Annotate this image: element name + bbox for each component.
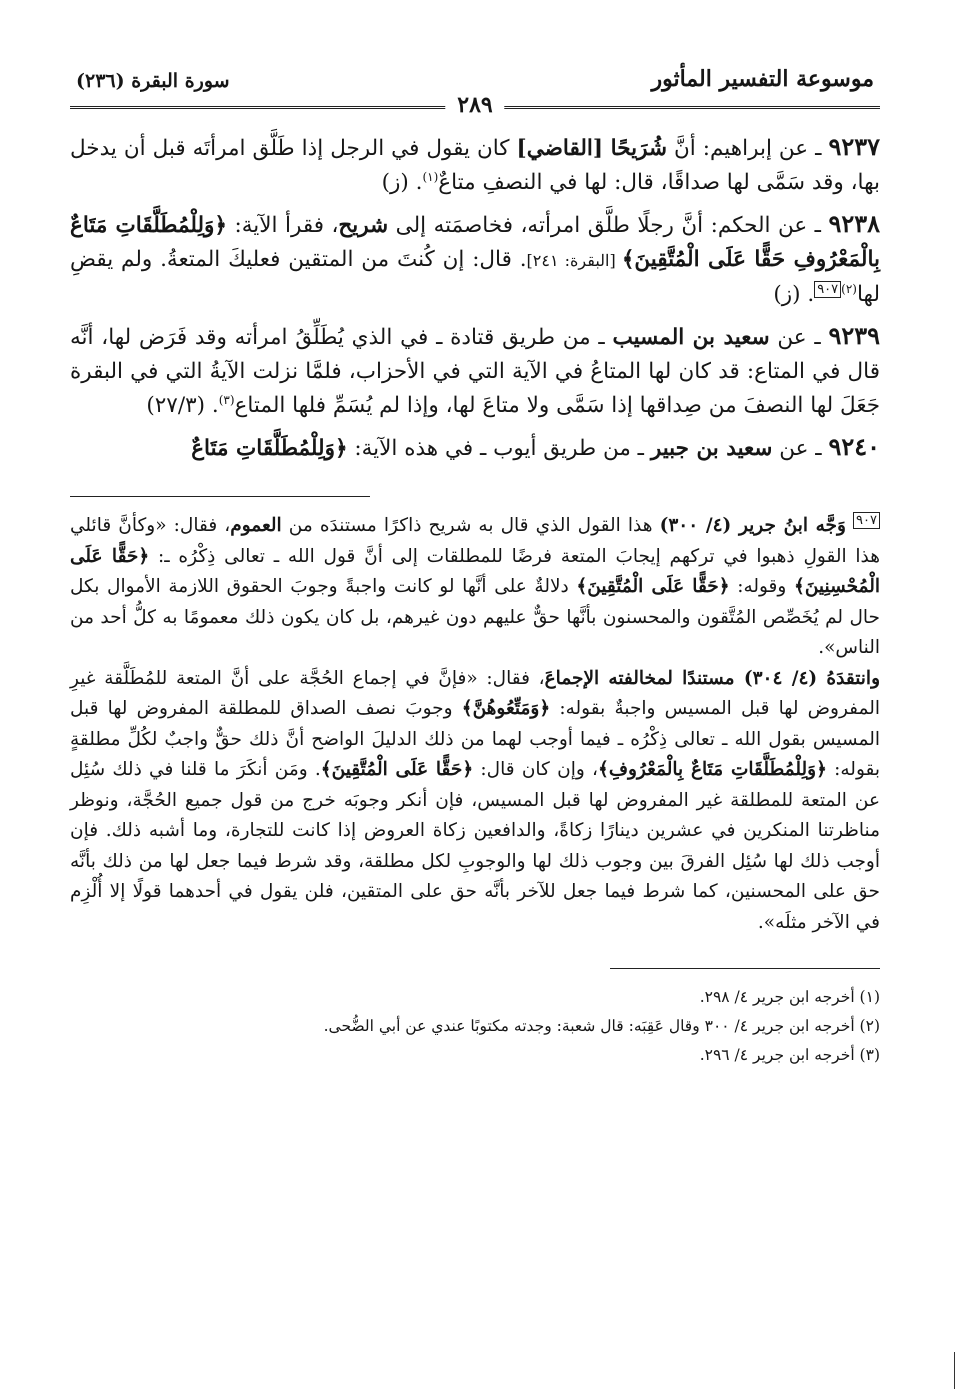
running-header (70, 52, 880, 92)
quran-verse: ﴿حَقًّا عَلَى الْمُتَّقِينَ﴾ (320, 759, 474, 780)
narrator-name: سعيد بن المسيب (612, 325, 770, 350)
footnote-marker[interactable]: (٢) (841, 281, 857, 296)
entry-9238: ٩٢٣٨ ـ عن الحكم: أنَّ رجلًا طلَّق امرأته، فخاصمَته إلى شريح، فقرأ الآية: ﴿وَلِلْمُطَلَّقَاتِ مَتَاعٌ بِالْمَعْرُوفِ حَقًّا عَلَى الْمُتَّقِينَ﴾ [البقرة: ٢٤١]. قال: إن كُنتَ من المتقين فعليكَ المتعةُ. ولم يقضِ لها$^{(٢)}$٩٠٧. (ز) (70, 209, 881, 307)
footnotes-divider (610, 968, 880, 969)
entry-number: ٩٢٣٧ (828, 132, 880, 161)
verse-source: [البقرة: ٢٤١] (526, 251, 622, 270)
surah-label: سورة البقرة (٢٣٦) (76, 70, 230, 92)
entry-number: ٩٢٤٠ (828, 432, 880, 461)
footnote-marker[interactable]: (١) (422, 169, 439, 184)
narrator-name: شريح (338, 213, 389, 238)
entry-number: ٩٢٣٨ (828, 209, 881, 238)
entry-9239: ٩٢٣٩ ـ عن سعيد بن المسيب ـ من طريق قتادة ـ في الذي يُطَلِّقُ امرأته وقد فَرَض لها، أنَّه قال في المتاع: قد كان لها المتاعُ في الآية التي في الأحزاب، فلمَّا نزلت الآيةُ التي في البقرة جَعَلَ لها النصفَ من صِداقها إذا سَمَّى ولا متاعَ لها، وإذا لم يُسَمِّ فلها المتاع$^{(٣)}$. (٢٧/٣) (70, 321, 880, 418)
narrator-name: سعيد بن جبير (650, 436, 773, 461)
commentary-paragraph-2: وانتقدَهُ (٤/ ٣٠٤) مستندًا لمخالفته الإجماعَ، فقال: «فإنَّ في إجماع الحُجَّة على أنَّ المتعة للمُطَلَّقة غيرِ المفروض لها قبل المسيس واجبةٌ بقوله: ﴿وَمَتِّعُوهُنَّ﴾ وجوبَ نصف الصداق للمطلقة المفروض لها قبل المسيس بقول الله ـ تعالى ذِكْرُه ـ فيما أوجب لهما من ذلك الدليلَ الواضح أنَّ ذلك حقٌّ واجبٌ لكُلِّ مطلقةٍ بقوله: ﴿وَلِلْمُطَلَّقَاتِ مَتَاعٌ بِالْمَعْرُوفِ﴾، وإن كان قال: ﴿حَقًّا عَلَى الْمُتَّقِينَ﴾. ومَن أنكَرَ ما قلنا في ذلك سُئِل عن المتعة للمطلقة غير المفروض لها قبل المسيس، فإن أنكر وجوبَه خرج من قول جميع الحُجَّة، ونوظر مناظرتنا المنكرين في عشرين دينارًا زكاةً، والدافعين زكاة العروض إذا كانت للتجارة، وما أشبه ذلك. فإن أوجب ذلك لها سُئِل الفرقَ بين وجوب ذلك لها والوجوبِ لكل مطلقة، وقد شرط فيما جعل لها من ذلك بأنَّه حق على المحسنين، كما شرط فيما جعل للآخر بأنَّه حق على المتقين، فلن يقول في أحدهما قولًا إلا أُلْزِم في الآخر مثلَه». (70, 667, 881, 933)
page-number: ٢٨٩ (445, 92, 504, 118)
footnotes (70, 983, 880, 1070)
quran-verse: ﴿وَمَتِّعُوهُنَّ﴾ (461, 698, 551, 719)
entry-number: ٩٢٣٩ (828, 321, 880, 350)
quran-verse: ﴿وَلِلْمُطَلَّقَاتِ مَتَاعٌ بِالْمَعْرُوفِ حَقًّا عَلَى الْمُتَّقِينَ﴾ (70, 213, 880, 272)
footnote-1: (١) أخرجه ابن جرير ٤/ ٢٩٨. (699, 988, 880, 1006)
quran-verse: ﴿حَقًّا عَلَى الْمُحْسِنِينَ﴾ (70, 545, 880, 597)
footnote-2: (٢) أخرجه ابن جرير ٤/ ٣٠٠ وقال عَقِبَه: قال شعبة: وجدته مكتوبًا عندي عن أبي الضُّحى. (323, 1017, 880, 1035)
book-title: موسوعة التفسير المأثور (651, 66, 874, 92)
commentary-ref-box[interactable]: ٩٠٧ (814, 281, 841, 298)
header-rule (70, 92, 880, 118)
narrator-name: شُرَيحًا [القاضي] (516, 136, 667, 161)
quran-verse: ﴿وَلِلْمُطَلَّقَاتِ مَتَاعٌ (191, 436, 348, 461)
footnote-marker[interactable]: (٣) (218, 392, 235, 407)
commentary-divider (70, 496, 370, 497)
quran-verse: ﴿وَلِلْمُطَلَّقَاتِ مَتَاعٌ بِالْمَعْرُوفِ﴾ (597, 759, 827, 780)
commentary-paragraph-1: ٩٠٧ وَجَّه ابنُ جرير (٤/ ٣٠٠) هذا القول الذي قال به شريح ذاكرًا مستندَه من العموم، فقال: «وكأنَّ قائلي هذا القولِ ذهبوا في تركهم إيجابَ المتعة فرضًا للمطلقات إلى أنَّ قول الله ـ تعالى ذِكْرُه ـ: ﴿حَقًّا عَلَى الْمُحْسِنِينَ﴾ وقوله: ﴿حَقًّا عَلَى الْمُتَّقِينَ﴾ دلالةٌ على أنَّها لو كانت واجبةً وجوبَ الحقوق اللازمة الأموال بكل حال لم يُخَصِّص المُتَّقون والمحسنون بأنَّها حقٌّ عليهم دون غيرهم، بل كان يكون ذلك معمومًا به كلُّ أحد من الناس». (70, 512, 880, 658)
quran-verse: ﴿حَقًّا عَلَى الْمُتَّقِينَ﴾ (576, 576, 730, 597)
document-page (70, 52, 880, 1070)
commentary-block (70, 511, 880, 938)
footnote-3: (٣) أخرجه ابن جرير ٤/ ٢٩٦. (699, 1046, 880, 1064)
main-text (70, 130, 880, 466)
commentary-ref-box: ٩٠٧ (853, 512, 880, 529)
entry-9240: ٩٢٤٠ ـ عن سعيد بن جبير ـ من طريق أيوب ـ في هذه الآية: ﴿وَلِلْمُطَلَّقَاتِ مَتَاعٌ (191, 432, 880, 461)
entry-9237: ٩٢٣٧ ـ عن إبراهيم: أنَّ شُرَيحًا [القاضي] كان يقول في الرجل إذا طَلَّق امرأتَه قبل أن يدخل بها، وقد سَمَّى لها صداقًا، قال: لها في النصفِ متاعٌ$^{(١)}$. (ز) (70, 132, 880, 195)
